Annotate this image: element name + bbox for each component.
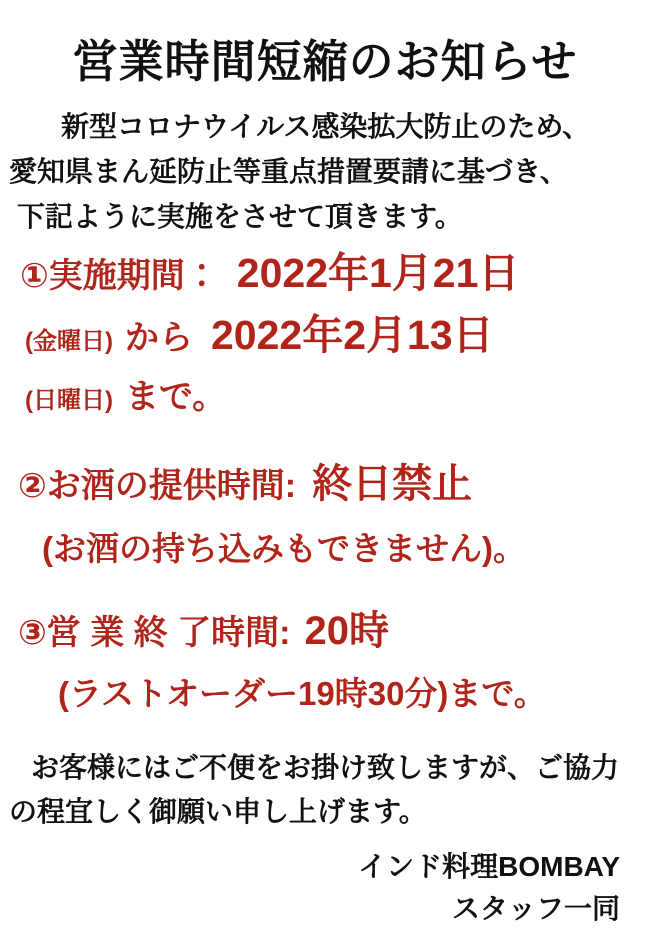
section-implementation-period — [0, 247, 650, 430]
period-from-word: から — [124, 319, 193, 357]
signature-staff: スタッフ一同 — [451, 893, 620, 924]
period-start-date: 2022年1月21日 — [236, 250, 520, 296]
closing-paragraph — [0, 746, 650, 834]
period-line-2 — [20, 309, 650, 371]
period-label: ①実施期間： — [20, 257, 219, 295]
alcohol-line-1 — [18, 460, 650, 517]
intro-line: 下記ように実施をさせて頂きます。 — [17, 201, 463, 232]
period-end-day: (日曜日) — [25, 387, 113, 414]
closing-line: お客様にはご不便をお掛け致しますが、ご協力 — [31, 752, 620, 783]
notice-title: 営業時間短縮のお知らせ — [72, 36, 578, 87]
alcohol-value: 終日禁止 — [312, 462, 473, 506]
business-hours-notice — [0, 34, 650, 924]
signature-restaurant-name: インド料理BOMBAY — [358, 851, 620, 882]
period-start-day: (金曜日) — [25, 328, 113, 355]
intro-paragraph — [0, 104, 650, 239]
signature-block — [0, 846, 650, 930]
period-line-1 — [20, 247, 650, 309]
period-end-date: 2022年2月13日 — [210, 312, 494, 358]
period-line-3 — [20, 371, 650, 430]
alcohol-label: ②お酒の提供時間: — [18, 467, 297, 505]
closing-time-label: ③営 業 終 了時間: — [18, 614, 291, 652]
intro-line: 愛知県まん延防止等重点措置要請に基づき、 — [9, 156, 568, 187]
closing-time-line-1 — [18, 607, 650, 664]
intro-line: 新型コロナウイルス感染拡大防止のため、 — [61, 111, 591, 142]
closing-line: の程宜しく御願い申し上げます。 — [9, 796, 427, 827]
closing-time-value: 20時 — [304, 609, 389, 653]
notice-page — [0, 34, 650, 924]
closing-time-note: (ラストオーダー19時30分)まで。 — [58, 675, 547, 712]
period-until-word: まで。 — [124, 378, 227, 416]
alcohol-note: (お酒の持ち込みもできません)。 — [42, 530, 526, 567]
section-alcohol-service — [0, 460, 650, 577]
section-closing-time — [0, 607, 650, 720]
